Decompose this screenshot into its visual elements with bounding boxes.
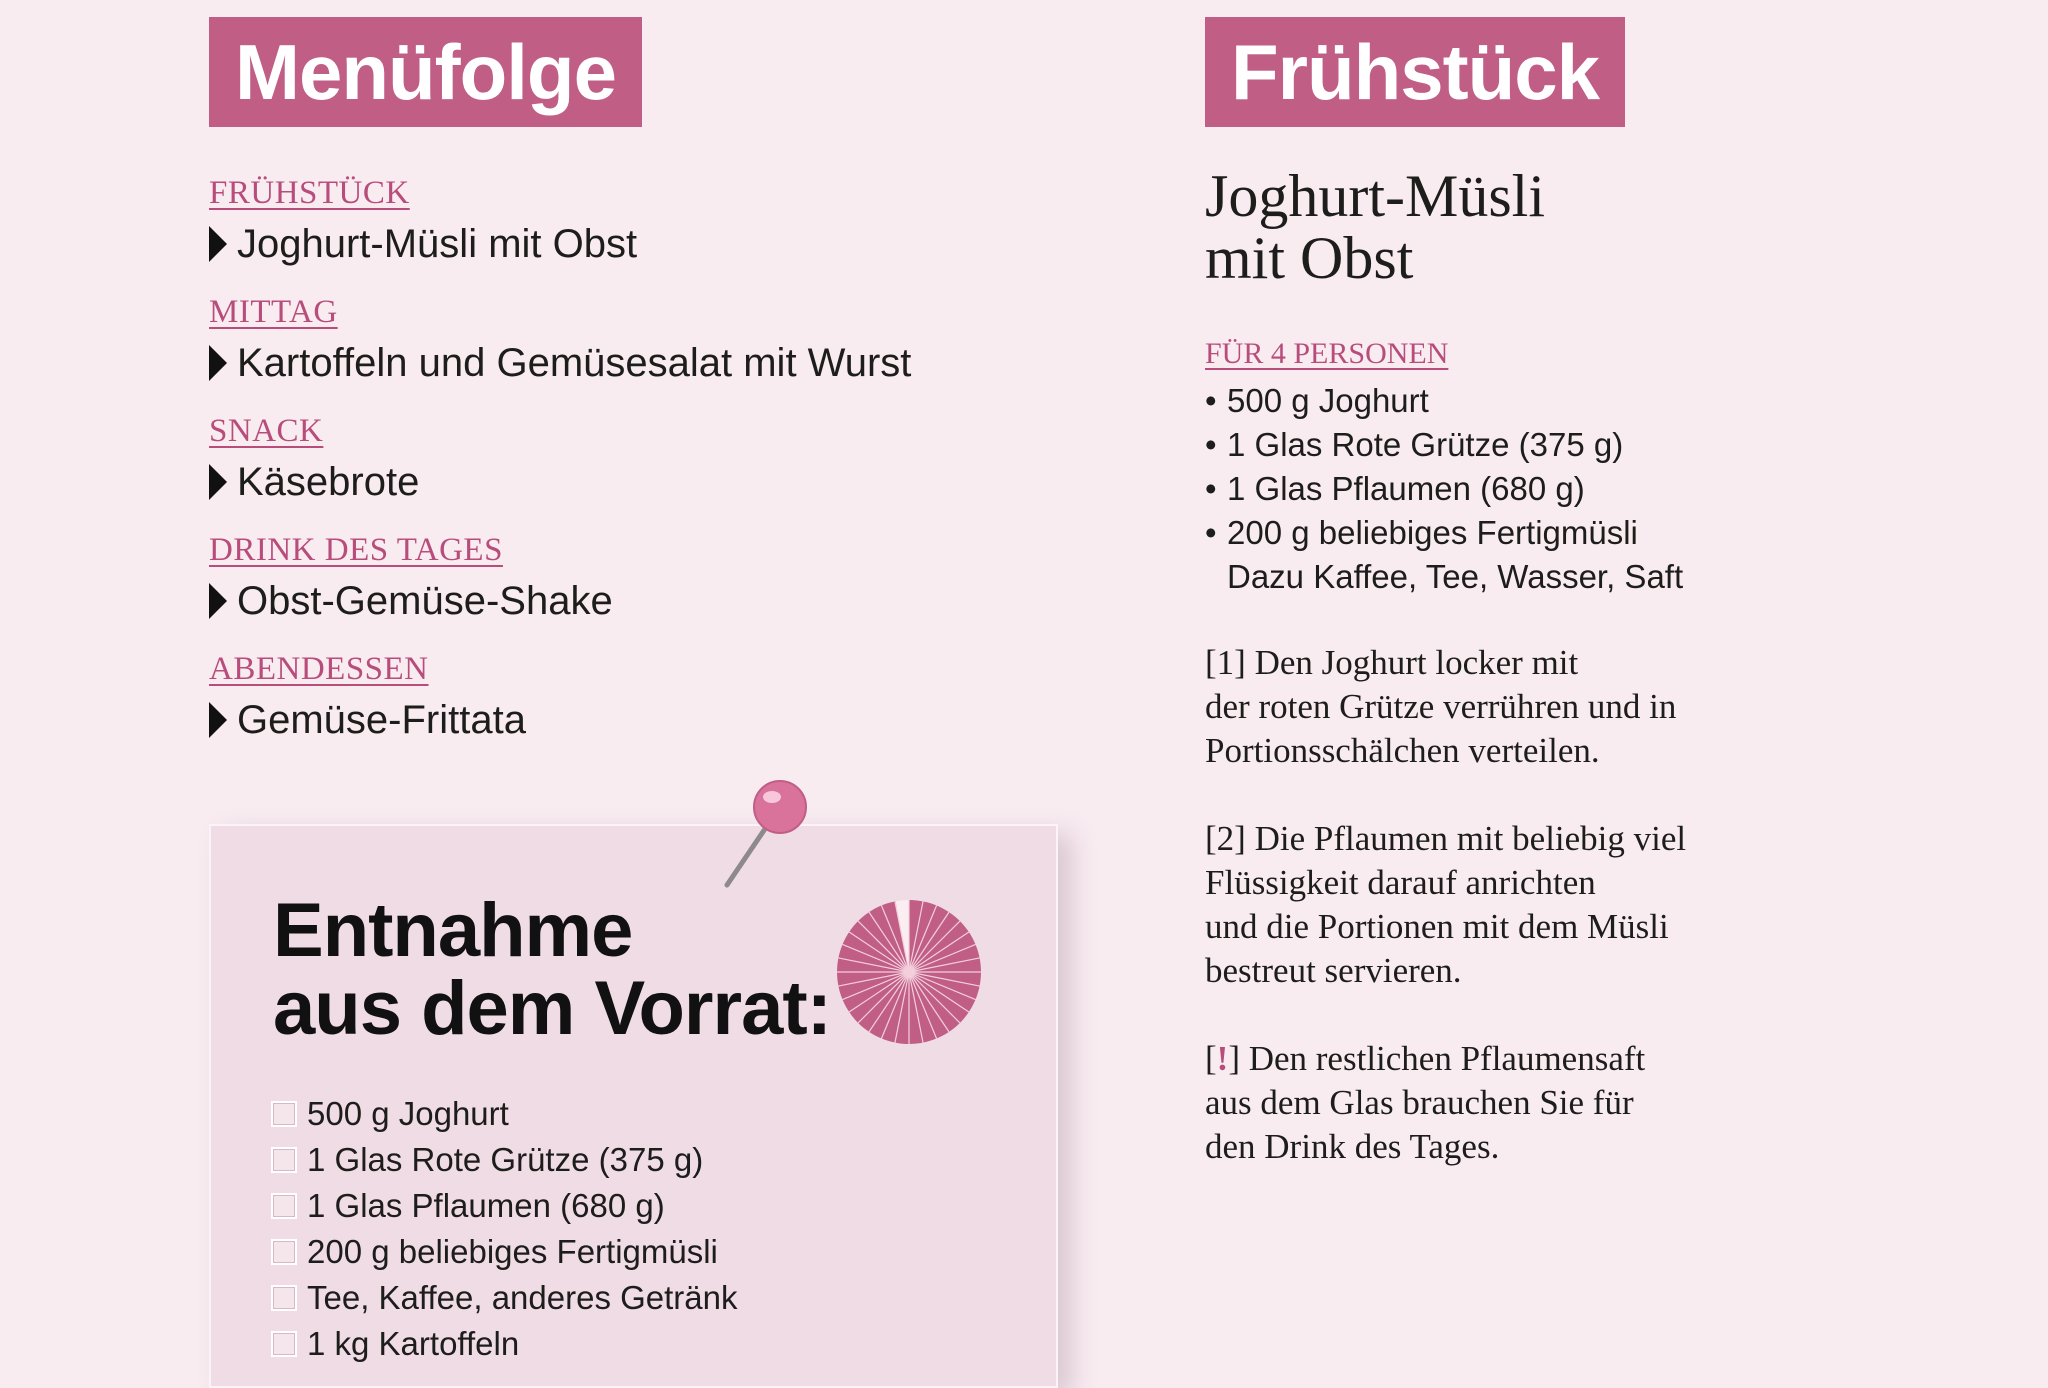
dish-text: Kartoffeln und Gemüsesalat mit Wurst (237, 341, 912, 385)
triangle-right-icon (209, 226, 227, 262)
menu-column (209, 17, 1109, 768)
persons-label: FÜR 4 PERSONEN (1205, 337, 1449, 370)
tip-text-line3: den Drink des Tages. (1205, 1127, 1500, 1166)
step-marker: [2] (1205, 819, 1246, 858)
recipe-title-line1: Joghurt-Müsli (1205, 163, 1546, 229)
checklist-item-text: 200 g beliebiges Fertigmüsli (307, 1233, 718, 1270)
step-text-line4: bestreut servieren. (1205, 951, 1462, 990)
checklist-item[interactable] (271, 1137, 738, 1183)
dish-text: Käsebrote (237, 460, 420, 504)
menu-item-breakfast (209, 173, 1109, 268)
stock-checklist (271, 1091, 738, 1367)
menu-item-lunch (209, 292, 1109, 387)
dish (209, 696, 1109, 744)
ingredient-item (1205, 467, 1925, 511)
bullet-icon: • (1205, 514, 1217, 551)
checklist-item-text: 1 kg Kartoffeln (307, 1325, 520, 1362)
step-2 (1205, 817, 1925, 993)
stock-note-title-line2: aus dem Vorrat: (273, 966, 831, 1051)
dish (209, 577, 1109, 625)
meal-label: FRÜHSTÜCK (209, 175, 410, 211)
tip-bracket-close: ] (1228, 1039, 1240, 1078)
step-text-line1: Die Pflaumen mit beliebig viel (1254, 819, 1687, 858)
meal-label: DRINK DES TAGES (209, 532, 503, 568)
push-pin-icon (715, 777, 815, 892)
meal-label: SNACK (209, 413, 324, 449)
stock-note-title (273, 888, 831, 1051)
ingredient-text: 500 g Joghurt (1227, 382, 1429, 419)
dish (209, 458, 1109, 506)
ingredient-item (1205, 379, 1925, 423)
step-text-line2: Flüssigkeit darauf anrichten (1205, 863, 1596, 902)
breakfast-section-title: Frühstück (1205, 17, 1625, 127)
pie-group (837, 900, 981, 1044)
checklist-item[interactable] (271, 1321, 738, 1367)
checklist-item[interactable] (271, 1091, 738, 1137)
recipe-title (1205, 165, 1925, 289)
tip-text-line1: Den restlichen Pflaumensaft (1248, 1039, 1646, 1078)
dish (209, 220, 1109, 268)
checkbox[interactable] (271, 1101, 297, 1127)
step-text-line1: Den Joghurt locker mit (1254, 643, 1579, 682)
step-1 (1205, 641, 1925, 773)
tip-bracket-open: [ (1205, 1039, 1217, 1078)
stock-pie-icon (835, 898, 983, 1046)
ingredient-text: 1 Glas Pflaumen (680 g) (1227, 470, 1585, 507)
checkbox[interactable] (271, 1331, 297, 1357)
breakfast-column (1205, 17, 1925, 1213)
menu-title: Menüfolge (209, 17, 642, 127)
checklist-item[interactable] (271, 1275, 738, 1321)
stock-note-card (209, 824, 1058, 1388)
exclamation-icon: ! (1216, 1039, 1229, 1078)
triangle-right-icon (209, 583, 227, 619)
checklist-item-text: 1 Glas Rote Grütze (375 g) (307, 1141, 704, 1178)
step-text-line3: und die Portionen mit dem Müsli (1205, 907, 1669, 946)
recipe-title-line2: mit Obst (1205, 225, 1414, 291)
step-text-line2: der roten Grütze verrühren und in (1205, 687, 1677, 726)
ingredient-extra: Dazu Kaffee, Tee, Wasser, Saft (1227, 558, 1684, 595)
checklist-item[interactable] (271, 1183, 738, 1229)
dish (209, 339, 1109, 387)
bullet-icon: • (1205, 426, 1217, 463)
checkbox[interactable] (271, 1239, 297, 1265)
menu-item-dinner (209, 649, 1109, 744)
checkbox[interactable] (271, 1147, 297, 1173)
checkbox[interactable] (271, 1193, 297, 1219)
checkbox[interactable] (271, 1285, 297, 1311)
meal-label: ABENDESSEN (209, 651, 429, 687)
triangle-right-icon (209, 345, 227, 381)
stock-note-title-line1: Entnahme (273, 888, 633, 973)
tip-text-line2: aus dem Glas brauchen Sie für (1205, 1083, 1634, 1122)
ingredient-item (1205, 511, 1925, 555)
checklist-item-text: 500 g Joghurt (307, 1095, 509, 1132)
ingredient-list (1205, 379, 1925, 555)
triangle-right-icon (209, 464, 227, 500)
step-text-line3: Portionsschälchen verteilen. (1205, 731, 1600, 770)
checklist-item-text: 1 Glas Pflaumen (680 g) (307, 1187, 665, 1224)
ingredient-text: 1 Glas Rote Grütze (375 g) (1227, 426, 1624, 463)
checklist-item[interactable] (271, 1229, 738, 1275)
ingredient-text: 200 g beliebiges Fertigmüsli (1227, 514, 1638, 551)
checklist-item-text: Tee, Kaffee, anderes Getränk (307, 1279, 738, 1316)
tip (1205, 1037, 1925, 1169)
meal-label: MITTAG (209, 294, 338, 330)
dish-text: Obst-Gemüse-Shake (237, 579, 613, 623)
menu-item-drink (209, 530, 1109, 625)
dish-text: Joghurt-Müsli mit Obst (237, 222, 638, 266)
recipe-steps (1205, 641, 1925, 1169)
menu-list (209, 173, 1109, 744)
dish-text: Gemüse-Frittata (237, 698, 526, 742)
menu-item-snack (209, 411, 1109, 506)
ingredient-item (1205, 423, 1925, 467)
bullet-icon: • (1205, 470, 1217, 507)
triangle-right-icon (209, 702, 227, 738)
bullet-icon: • (1205, 382, 1217, 419)
step-marker: [1] (1205, 643, 1246, 682)
